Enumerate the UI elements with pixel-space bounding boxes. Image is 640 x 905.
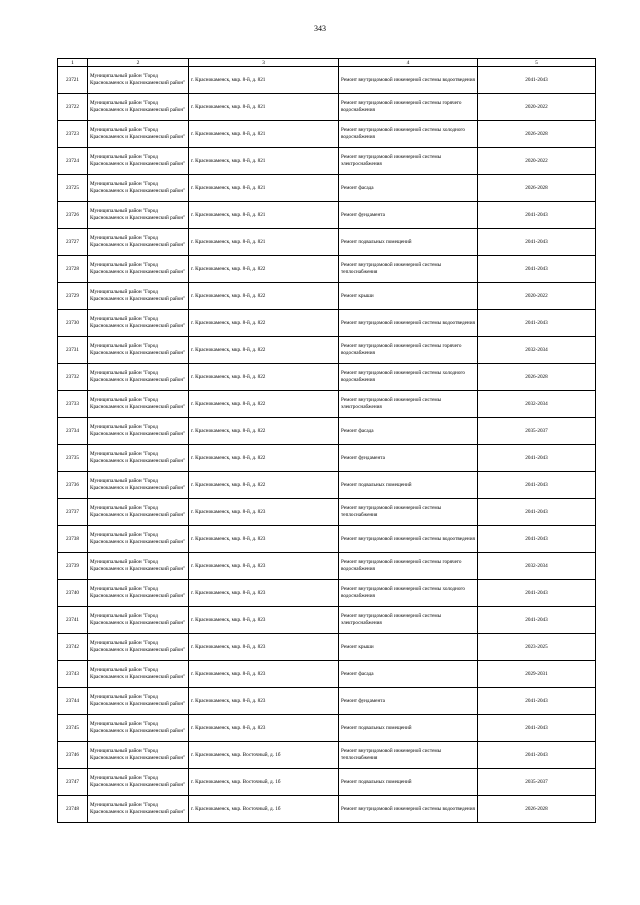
- municipality-cell: Муниципальный район "Город Краснокаменск и Краснокаменский район": [88, 418, 189, 445]
- work-type-cell: Ремонт внутридомовой инженерной системы электроснабжения: [339, 148, 478, 175]
- period-cell: 2041-2043: [478, 472, 596, 499]
- table-row: [58, 337, 596, 364]
- row-number: 23721: [58, 67, 88, 94]
- period-cell: 2041-2043: [478, 67, 596, 94]
- row-number: 23724: [58, 148, 88, 175]
- table-row: [58, 67, 596, 94]
- row-number: 23731: [58, 337, 88, 364]
- table-row: [58, 499, 596, 526]
- row-number: 23727: [58, 229, 88, 256]
- table-row: [58, 364, 596, 391]
- address-cell: г. Краснокаменск, мкр. 8-й, д. 823: [189, 553, 339, 580]
- table-row: [58, 688, 596, 715]
- work-type-cell: Ремонт крыши: [339, 634, 478, 661]
- address-cell: г. Краснокаменск, мкр. 8-й, д. 823: [189, 499, 339, 526]
- table-row: [58, 121, 596, 148]
- work-type-cell: Ремонт внутридомовой инженерной системы водоотведения: [339, 67, 478, 94]
- row-number: 23743: [58, 661, 88, 688]
- period-cell: 2041-2043: [478, 256, 596, 283]
- work-type-cell: Ремонт внутридомовой инженерной системы электроснабжения: [339, 391, 478, 418]
- address-cell: г. Краснокаменск, мкр. 8-й, д. 823: [189, 526, 339, 553]
- work-type-cell: Ремонт подвальных помещений: [339, 715, 478, 742]
- address-cell: г. Краснокаменск, мкр. 8-й, д. 822: [189, 364, 339, 391]
- address-cell: г. Краснокаменск, мкр. 8-й, д. 821: [189, 121, 339, 148]
- work-type-cell: Ремонт внутридомовой инженерной системы теплоснабжения: [339, 499, 478, 526]
- table-row: [58, 607, 596, 634]
- work-type-cell: Ремонт внутридомовой инженерной системы холодного водоснабжения: [339, 580, 478, 607]
- address-cell: г. Краснокаменск, мкр. 8-й, д. 821: [189, 202, 339, 229]
- address-cell: г. Краснокаменск, мкр. 8-й, д. 821: [189, 229, 339, 256]
- table-row: [58, 175, 596, 202]
- period-cell: 2041-2043: [478, 688, 596, 715]
- period-cell: 2041-2043: [478, 742, 596, 769]
- table-row: [58, 661, 596, 688]
- municipality-cell: Муниципальный район "Город Краснокаменск и Краснокаменский район": [88, 121, 189, 148]
- address-cell: г. Краснокаменск, мкр. 8-й, д. 823: [189, 580, 339, 607]
- work-type-cell: Ремонт фасада: [339, 175, 478, 202]
- period-cell: 2041-2043: [478, 202, 596, 229]
- municipality-cell: Муниципальный район "Город Краснокаменск и Краснокаменский район": [88, 553, 189, 580]
- period-cell: 2035-2037: [478, 418, 596, 445]
- work-type-cell: Ремонт фундамента: [339, 202, 478, 229]
- row-number: 23735: [58, 445, 88, 472]
- work-type-cell: Ремонт подвальных помещений: [339, 769, 478, 796]
- work-type-cell: Ремонт фасада: [339, 418, 478, 445]
- row-number: 23725: [58, 175, 88, 202]
- row-number: 23723: [58, 121, 88, 148]
- row-number: 23737: [58, 499, 88, 526]
- table-row: [58, 742, 596, 769]
- period-cell: 2020-2022: [478, 94, 596, 121]
- municipality-cell: Муниципальный район "Город Краснокаменск и Краснокаменский район": [88, 526, 189, 553]
- work-type-cell: Ремонт внутридомовой инженерной системы горячего водоснабжения: [339, 337, 478, 364]
- period-cell: 2032-2034: [478, 553, 596, 580]
- column-number-row: [58, 59, 596, 67]
- row-number: 23728: [58, 256, 88, 283]
- table-row: [58, 391, 596, 418]
- municipality-cell: Муниципальный район "Город Краснокаменск и Краснокаменский район": [88, 580, 189, 607]
- work-type-cell: Ремонт внутридомовой инженерной системы теплоснабжения: [339, 742, 478, 769]
- work-type-cell: Ремонт подвальных помещений: [339, 472, 478, 499]
- column-header: 3: [189, 59, 339, 67]
- table-row: [58, 148, 596, 175]
- row-number: 23742: [58, 634, 88, 661]
- period-cell: 2032-2034: [478, 391, 596, 418]
- column-header: 1: [58, 59, 88, 67]
- period-cell: 2023-2025: [478, 634, 596, 661]
- address-cell: г. Краснокаменск, мкр. 8-й, д. 823: [189, 715, 339, 742]
- table-row: [58, 445, 596, 472]
- address-cell: г. Краснокаменск, мкр. 8-й, д. 821: [189, 67, 339, 94]
- column-header: 4: [339, 59, 478, 67]
- address-cell: г. Краснокаменск, мкр. 8-й, д. 822: [189, 391, 339, 418]
- period-cell: 2041-2043: [478, 607, 596, 634]
- row-number: 23730: [58, 310, 88, 337]
- table-row: [58, 769, 596, 796]
- table-row: [58, 553, 596, 580]
- work-type-cell: Ремонт внутридомовой инженерной системы холодного водоснабжения: [339, 364, 478, 391]
- period-cell: 2041-2043: [478, 229, 596, 256]
- period-cell: 2026-2028: [478, 121, 596, 148]
- municipality-cell: Муниципальный район "Город Краснокаменск и Краснокаменский район": [88, 499, 189, 526]
- row-number: 23740: [58, 580, 88, 607]
- table-body: [58, 67, 596, 823]
- municipality-cell: Муниципальный район "Город Краснокаменск и Краснокаменский район": [88, 364, 189, 391]
- work-type-cell: Ремонт фундамента: [339, 688, 478, 715]
- work-type-cell: Ремонт подвальных помещений: [339, 229, 478, 256]
- table-row: [58, 229, 596, 256]
- municipality-cell: Муниципальный район "Город Краснокаменск и Краснокаменский район": [88, 742, 189, 769]
- address-cell: г. Краснокаменск, мкр. Восточный, д. 1б: [189, 769, 339, 796]
- page-number: 343: [314, 24, 326, 33]
- municipality-cell: Муниципальный район "Город Краснокаменск и Краснокаменский район": [88, 175, 189, 202]
- address-cell: г. Краснокаменск, мкр. 8-й, д. 821: [189, 175, 339, 202]
- work-type-cell: Ремонт внутридомовой инженерной системы холодного водоснабжения: [339, 121, 478, 148]
- row-number: 23741: [58, 607, 88, 634]
- period-cell: 2020-2022: [478, 148, 596, 175]
- municipality-cell: Муниципальный район "Город Краснокаменск и Краснокаменский район": [88, 445, 189, 472]
- table-row: [58, 472, 596, 499]
- row-number: 23722: [58, 94, 88, 121]
- work-type-cell: Ремонт внутридомовой инженерной системы водоотведения: [339, 796, 478, 823]
- address-cell: г. Краснокаменск, мкр. 8-й, д. 822: [189, 445, 339, 472]
- row-number: 23739: [58, 553, 88, 580]
- municipality-cell: Муниципальный район "Город Краснокаменск и Краснокаменский район": [88, 337, 189, 364]
- municipality-cell: Муниципальный район "Город Краснокаменск и Краснокаменский район": [88, 715, 189, 742]
- municipality-cell: Муниципальный район "Город Краснокаменск и Краснокаменский район": [88, 607, 189, 634]
- work-type-cell: Ремонт крыши: [339, 283, 478, 310]
- table-row: [58, 202, 596, 229]
- municipality-cell: Муниципальный район "Город Краснокаменск и Краснокаменский район": [88, 634, 189, 661]
- address-cell: г. Краснокаменск, мкр. 8-й, д. 822: [189, 310, 339, 337]
- row-number: 23732: [58, 364, 88, 391]
- row-number: 23747: [58, 769, 88, 796]
- period-cell: 2029-2031: [478, 661, 596, 688]
- address-cell: г. Краснокаменск, мкр. 8-й, д. 822: [189, 472, 339, 499]
- address-cell: г. Краснокаменск, мкр. 8-й, д. 821: [189, 148, 339, 175]
- municipality-cell: Муниципальный район "Город Краснокаменск и Краснокаменский район": [88, 256, 189, 283]
- work-type-cell: Ремонт внутридомовой инженерной системы электроснабжения: [339, 607, 478, 634]
- period-cell: 2041-2043: [478, 715, 596, 742]
- address-cell: г. Краснокаменск, мкр. 8-й, д. 822: [189, 256, 339, 283]
- table-row: [58, 283, 596, 310]
- address-cell: г. Краснокаменск, мкр. 8-й, д. 822: [189, 418, 339, 445]
- municipality-cell: Муниципальный район "Город Краснокаменск и Краснокаменский район": [88, 391, 189, 418]
- period-cell: 2041-2043: [478, 310, 596, 337]
- address-cell: г. Краснокаменск, мкр. 8-й, д. 821: [189, 94, 339, 121]
- period-cell: 2041-2043: [478, 445, 596, 472]
- row-number: 23746: [58, 742, 88, 769]
- work-type-cell: Ремонт внутридомовой инженерной системы водоотведения: [339, 310, 478, 337]
- work-type-cell: Ремонт внутридомовой инженерной системы горячего водоснабжения: [339, 553, 478, 580]
- row-number: 23744: [58, 688, 88, 715]
- row-number: 23745: [58, 715, 88, 742]
- municipality-cell: Муниципальный район "Город Краснокаменск и Краснокаменский район": [88, 202, 189, 229]
- period-cell: 2041-2043: [478, 580, 596, 607]
- municipality-cell: Муниципальный район "Город Краснокаменск и Краснокаменский район": [88, 94, 189, 121]
- row-number: 23733: [58, 391, 88, 418]
- column-header: 5: [478, 59, 596, 67]
- row-number: 23748: [58, 796, 88, 823]
- municipality-cell: Муниципальный район "Город Краснокаменск и Краснокаменский район": [88, 229, 189, 256]
- table-row: [58, 796, 596, 823]
- municipality-cell: Муниципальный район "Город Краснокаменск и Краснокаменский район": [88, 472, 189, 499]
- repair-schedule-table: [57, 58, 596, 823]
- row-number: 23726: [58, 202, 88, 229]
- address-cell: г. Краснокаменск, мкр. 8-й, д. 823: [189, 634, 339, 661]
- table-row: [58, 94, 596, 121]
- period-cell: 2026-2028: [478, 175, 596, 202]
- table-row: [58, 715, 596, 742]
- address-cell: г. Краснокаменск, мкр. 8-й, д. 823: [189, 607, 339, 634]
- address-cell: г. Краснокаменск, мкр. 8-й, д. 823: [189, 661, 339, 688]
- period-cell: 2041-2043: [478, 499, 596, 526]
- address-cell: г. Краснокаменск, мкр. 8-й, д. 822: [189, 337, 339, 364]
- column-header: 2: [88, 59, 189, 67]
- municipality-cell: Муниципальный район "Город Краснокаменск и Краснокаменский район": [88, 661, 189, 688]
- period-cell: 2020-2022: [478, 283, 596, 310]
- municipality-cell: Муниципальный район "Город Краснокаменск и Краснокаменский район": [88, 283, 189, 310]
- table-row: [58, 526, 596, 553]
- municipality-cell: Муниципальный район "Город Краснокаменск и Краснокаменский район": [88, 688, 189, 715]
- municipality-cell: Муниципальный район "Город Краснокаменск и Краснокаменский район": [88, 310, 189, 337]
- period-cell: 2035-2037: [478, 769, 596, 796]
- row-number: 23738: [58, 526, 88, 553]
- work-type-cell: Ремонт внутридомовой инженерной системы горячего водоснабжения: [339, 94, 478, 121]
- table-row: [58, 580, 596, 607]
- period-cell: 2026-2028: [478, 364, 596, 391]
- municipality-cell: Муниципальный район "Город Краснокаменск и Краснокаменский район": [88, 67, 189, 94]
- work-type-cell: Ремонт внутридомовой инженерной системы теплоснабжения: [339, 256, 478, 283]
- row-number: 23734: [58, 418, 88, 445]
- period-cell: 2041-2043: [478, 526, 596, 553]
- address-cell: г. Краснокаменск, мкр. 8-й, д. 823: [189, 688, 339, 715]
- municipality-cell: Муниципальный район "Город Краснокаменск и Краснокаменский район": [88, 148, 189, 175]
- table-row: [58, 418, 596, 445]
- table-row: [58, 256, 596, 283]
- address-cell: г. Краснокаменск, мкр. 8-й, д. 822: [189, 283, 339, 310]
- period-cell: 2032-2034: [478, 337, 596, 364]
- table-row: [58, 634, 596, 661]
- municipality-cell: Муниципальный район "Город Краснокаменск и Краснокаменский район": [88, 769, 189, 796]
- period-cell: 2026-2028: [478, 796, 596, 823]
- work-type-cell: Ремонт внутридомовой инженерной системы водоотведения: [339, 526, 478, 553]
- address-cell: г. Краснокаменск, мкр. Восточный, д. 1б: [189, 796, 339, 823]
- work-type-cell: Ремонт фундамента: [339, 445, 478, 472]
- table-row: [58, 310, 596, 337]
- row-number: 23729: [58, 283, 88, 310]
- address-cell: г. Краснокаменск, мкр. Восточный, д. 1б: [189, 742, 339, 769]
- municipality-cell: Муниципальный район "Город Краснокаменск и Краснокаменский район": [88, 796, 189, 823]
- row-number: 23736: [58, 472, 88, 499]
- work-type-cell: Ремонт фасада: [339, 661, 478, 688]
